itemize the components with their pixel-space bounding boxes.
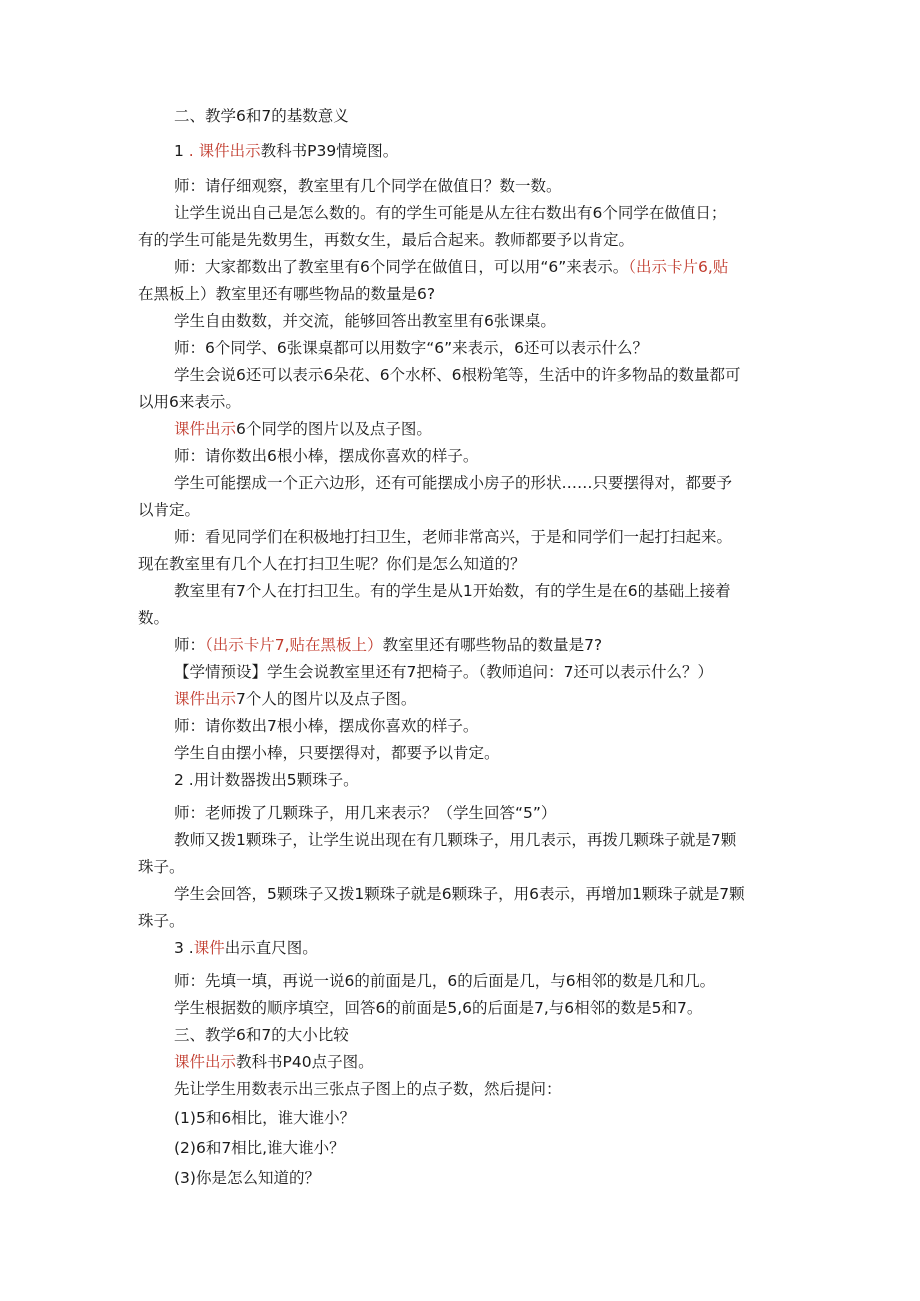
paragraph-line: 师：老师拨了几颗珠子，用几来表示？（学生回答“5”） <box>174 804 557 822</box>
paragraph-line: 师：大家都数出了教室里有6个同学在做值日，可以用“6”来表示。（出示卡片6,贴 <box>174 258 729 276</box>
paragraph-line: 教师又拨1颗珠子，让学生说出现在有几颗珠子，用几表示，再拨几颗珠子就是7颗 <box>174 831 737 849</box>
paragraph-line: 师：6个同学、6张课桌都可以用数字“6”来表示，6还可以表示什么？ <box>174 339 649 357</box>
step-2-heading: 2 .用计数器拨出5颗珠子。 <box>174 771 359 789</box>
question-item: (1)5和6相比，谁大谁小？ <box>174 1109 356 1127</box>
paragraph-line: 让学生说出自己是怎么数的。有的学生可能是从左往右数出有6个同学在做值日； <box>174 204 727 222</box>
paragraph-line: 师：（出示卡片7,贴在黑板上）教室里还有哪些物品的数量是7? <box>174 636 603 654</box>
question-item: (3)你是怎么知道的？ <box>174 1169 320 1187</box>
paragraph-line: 学生根据数的顺序填空，回答6的前面是5,6的后面是7,与6相邻的数是5和7。 <box>174 999 703 1017</box>
paragraph-line: 课件出示6个同学的图片以及点子图。 <box>174 420 432 438</box>
paragraph-line: 学生可能摆成一个正六边形，还有可能摆成小房子的形状……只要摆得对，都要予 <box>174 474 733 492</box>
paragraph-line: 有的学生可能是先数男生，再数女生，最后合起来。教师都要予以肯定。 <box>138 231 635 249</box>
paragraph-line: 现在教室里有几个人在打扫卫生呢？你们是怎么知道的？ <box>138 555 526 573</box>
paragraph-line: 数。 <box>138 609 170 627</box>
step-1-heading: 1 . 课件出示教科书P39情境图。 <box>174 142 399 160</box>
section-heading-size-comparison: 三、教学6和7的大小比较 <box>174 1026 349 1044</box>
section-heading-cardinal-meaning: 二、教学6和7的基数意义 <box>174 107 349 125</box>
paragraph-line: 学生会说6还可以表示6朵花、6个水杯、6根粉笔等，生活中的许多物品的数量都可 <box>174 366 741 384</box>
paragraph-line: 师：请仔细观察，教室里有几个同学在做值日？数一数。 <box>174 177 562 195</box>
paragraph-line: 学生自由摆小棒，只要摆得对，都要予以肯定。 <box>174 744 500 762</box>
paragraph-line: 先让学生用数表示出三张点子图上的点子数，然后提问： <box>174 1080 562 1098</box>
question-item: (2)6和7相比,谁大谁小？ <box>174 1139 345 1157</box>
paragraph-line: 课件出示7个人的图片以及点子图。 <box>174 690 417 708</box>
paragraph-line: 学生自由数数，并交流，能够回答出教室里有6张课桌。 <box>174 312 556 330</box>
paragraph-line: 师：请你数出7根小棒，摆成你喜欢的样子。 <box>174 717 479 735</box>
paragraph-line: 学生会回答，5颗珠子又拨1颗珠子就是6颗珠子，用6表示，再增加1颗珠子就是7颗 <box>174 885 745 903</box>
paragraph-line: 珠子。 <box>138 858 185 876</box>
paragraph-line: 师：先填一填，再说一说6的前面是几，6的后面是几，与6相邻的数是几和几。 <box>174 972 716 990</box>
paragraph-line: 在黑板上）教室里还有哪些物品的数量是6? <box>138 285 436 303</box>
paragraph-line: 珠子。 <box>138 912 185 930</box>
paragraph-line: 师：请你数出6根小棒，摆成你喜欢的样子。 <box>174 447 479 465</box>
paragraph-line: 【学情预设】学生会说教室里还有7把椅子。（教师追问：7还可以表示什么？） <box>174 663 713 681</box>
paragraph-line: 教室里有7个人在打扫卫生。有的学生是从1开始数，有的学生是在6的基础上接着 <box>174 582 731 600</box>
paragraph-line: 师：看见同学们在积极地打扫卫生，老师非常高兴，于是和同学们一起打扫起来。 <box>174 528 733 546</box>
paragraph-line: 以用6来表示。 <box>138 393 241 411</box>
paragraph-line: 以肯定。 <box>138 501 201 519</box>
paragraph-line: 课件出示教科书P40点子图。 <box>174 1053 374 1071</box>
step-3-heading: 3 .课件出示直尺图。 <box>174 939 318 957</box>
